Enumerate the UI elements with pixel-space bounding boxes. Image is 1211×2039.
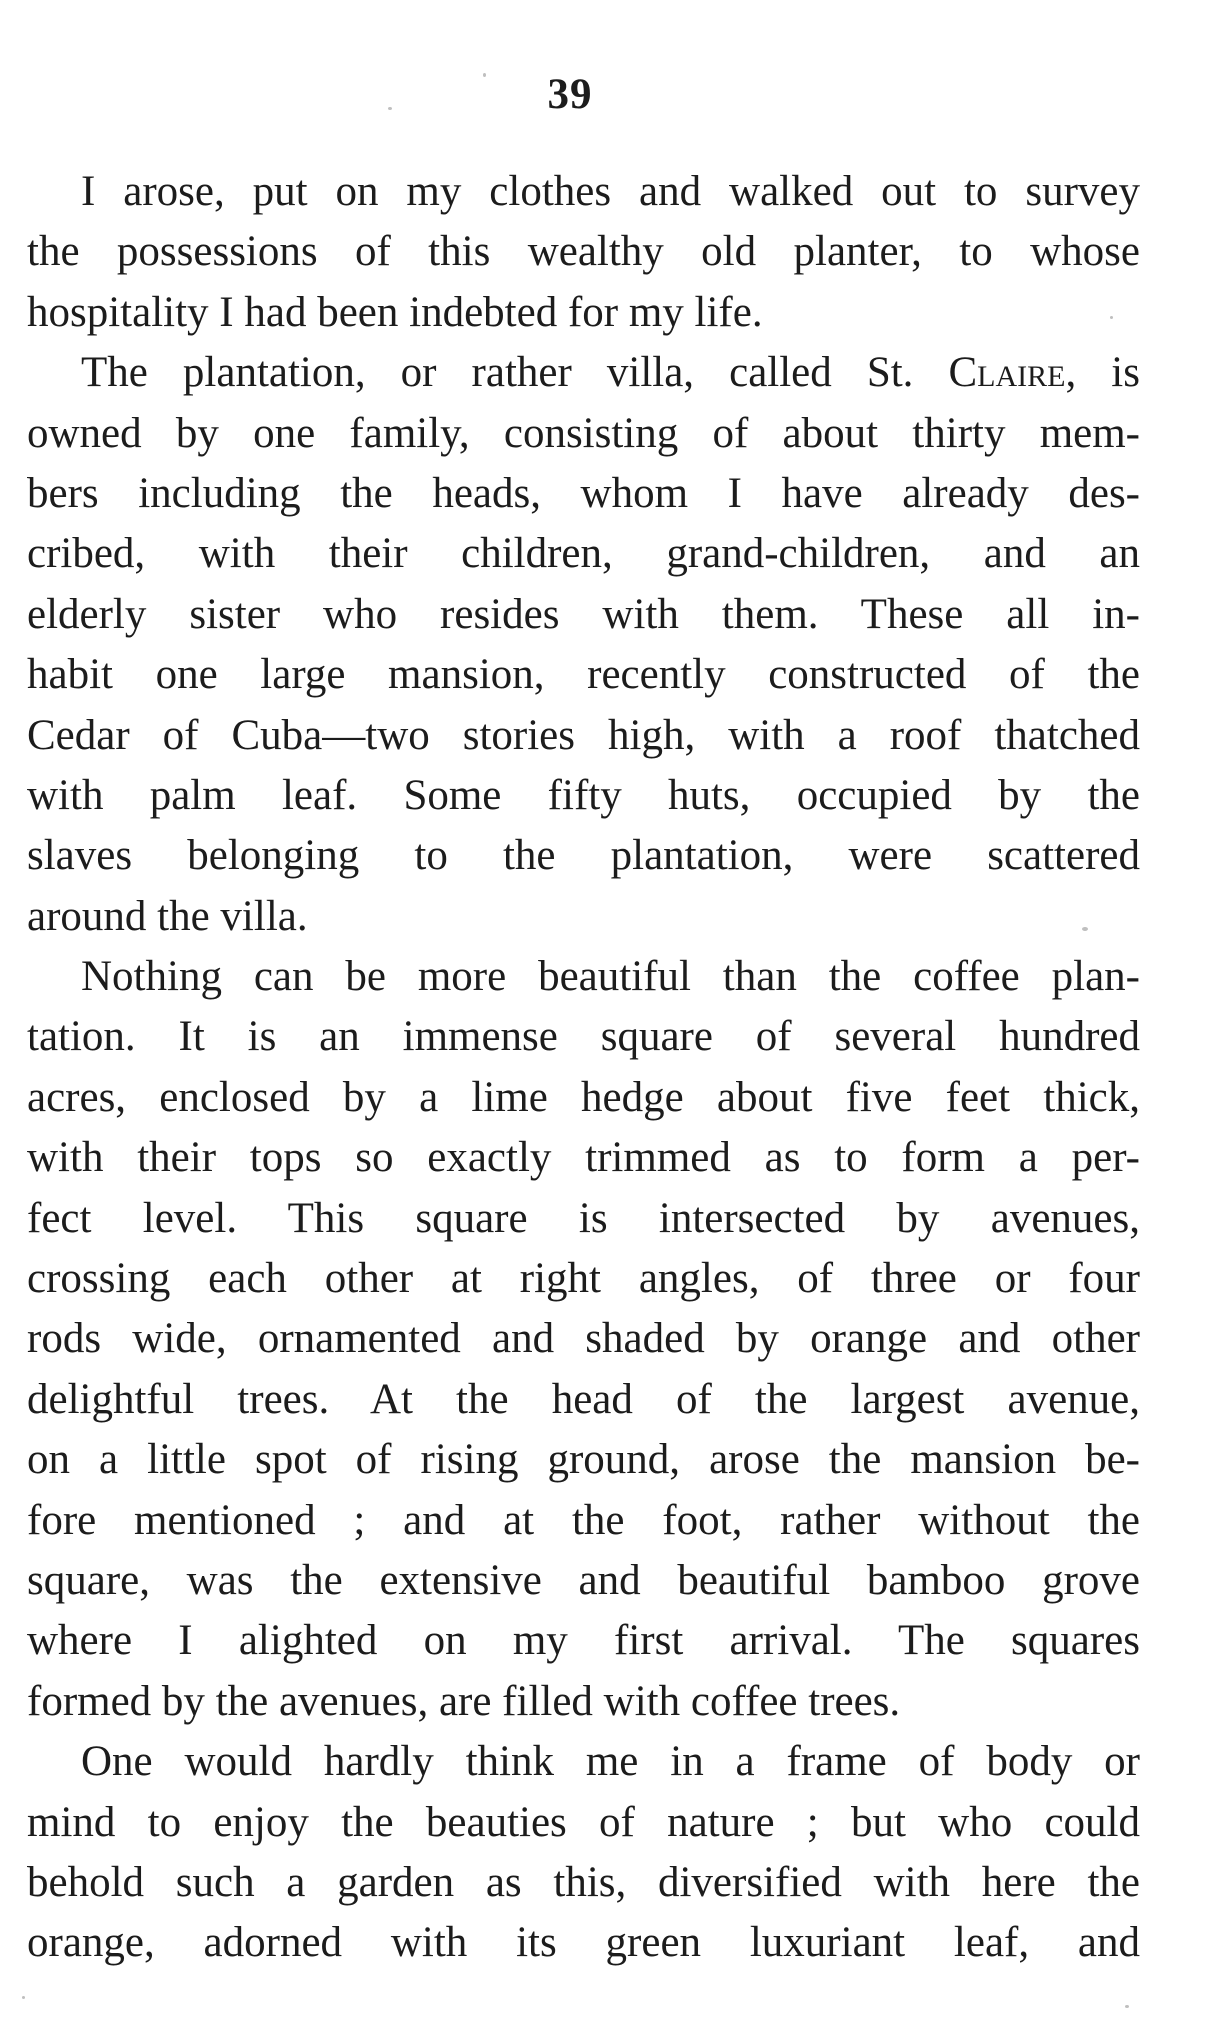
- text-line: on a little spot of rising ground, arose the mansion be-: [27, 1436, 1140, 1484]
- text-line: the possessions of this wealthy old planter, to whose: [27, 228, 1140, 276]
- text-line: mind to enjoy the beauties of nature ; but who could: [27, 1798, 1140, 1846]
- ink-speck: [22, 1996, 25, 1999]
- text-line: Nothing can be more beautiful than the coffee plan-: [81, 953, 1140, 1001]
- paragraph: [27, 162, 1140, 343]
- text-line: acres, enclosed by a lime hedge about five feet thick,: [27, 1073, 1140, 1121]
- body-text: [27, 162, 1140, 1974]
- text-line: slaves belonging to the plantation, were scattered: [27, 832, 1140, 880]
- text-line: owned by one family, consisting of about thirty mem-: [27, 409, 1140, 457]
- text-line: hospitality I had been indebted for my life.: [27, 288, 763, 336]
- text-line: behold such a garden as this, diversified with here the: [27, 1858, 1140, 1906]
- text-line: delightful trees. At the head of the largest avenue,: [27, 1375, 1140, 1423]
- text-line: I arose, put on my clothes and walked out to survey: [81, 168, 1140, 215]
- text-line: Cedar of Cuba—two stories high, with a roof thatched: [27, 711, 1140, 759]
- text-line: fore mentioned ; and at the foot, rather without the: [27, 1496, 1140, 1544]
- text-line: cribed, with their children, grand-children, and an: [27, 530, 1140, 578]
- ink-speck: [1125, 2005, 1129, 2008]
- text-line: elderly sister who resides with them. These all in-: [27, 590, 1140, 638]
- text-line: with their tops so exactly trimmed as to form a per-: [27, 1134, 1140, 1182]
- page-number: 39: [547, 71, 593, 118]
- paragraph: [27, 343, 1140, 947]
- text-line: with palm leaf. Some fifty huts, occupied by the: [27, 771, 1140, 819]
- text-line: habit one large mansion, recently constructed of the: [27, 651, 1140, 699]
- paragraph: [27, 1732, 1140, 1974]
- text-line: rods wide, ornamented and shaded by orange and other: [27, 1315, 1140, 1363]
- paragraph: [27, 947, 1140, 1732]
- text-line: square, was the extensive and beautiful bamboo grove: [27, 1556, 1140, 1604]
- text-line: One would hardly think me in a frame of body or: [81, 1738, 1140, 1786]
- text-line: crossing each other at right angles, of three or four: [27, 1255, 1140, 1303]
- text-line: fect level. This square is intersected by avenues,: [27, 1194, 1140, 1242]
- text-line: bers including the heads, whom I have already des-: [27, 469, 1140, 517]
- text-line: The plantation, or rather villa, called St. Claire, is: [81, 349, 1140, 397]
- text-line: orange, adorned with its green luxuriant leaf, and: [27, 1919, 1140, 1967]
- text-line: formed by the avenues, are filled with coffee trees.: [27, 1677, 901, 1725]
- text-line: where I alighted on my first arrival. The squares: [27, 1617, 1140, 1665]
- text-line: tation. It is an immense square of several hundred: [27, 1013, 1140, 1061]
- text-line: around the villa.: [27, 892, 308, 940]
